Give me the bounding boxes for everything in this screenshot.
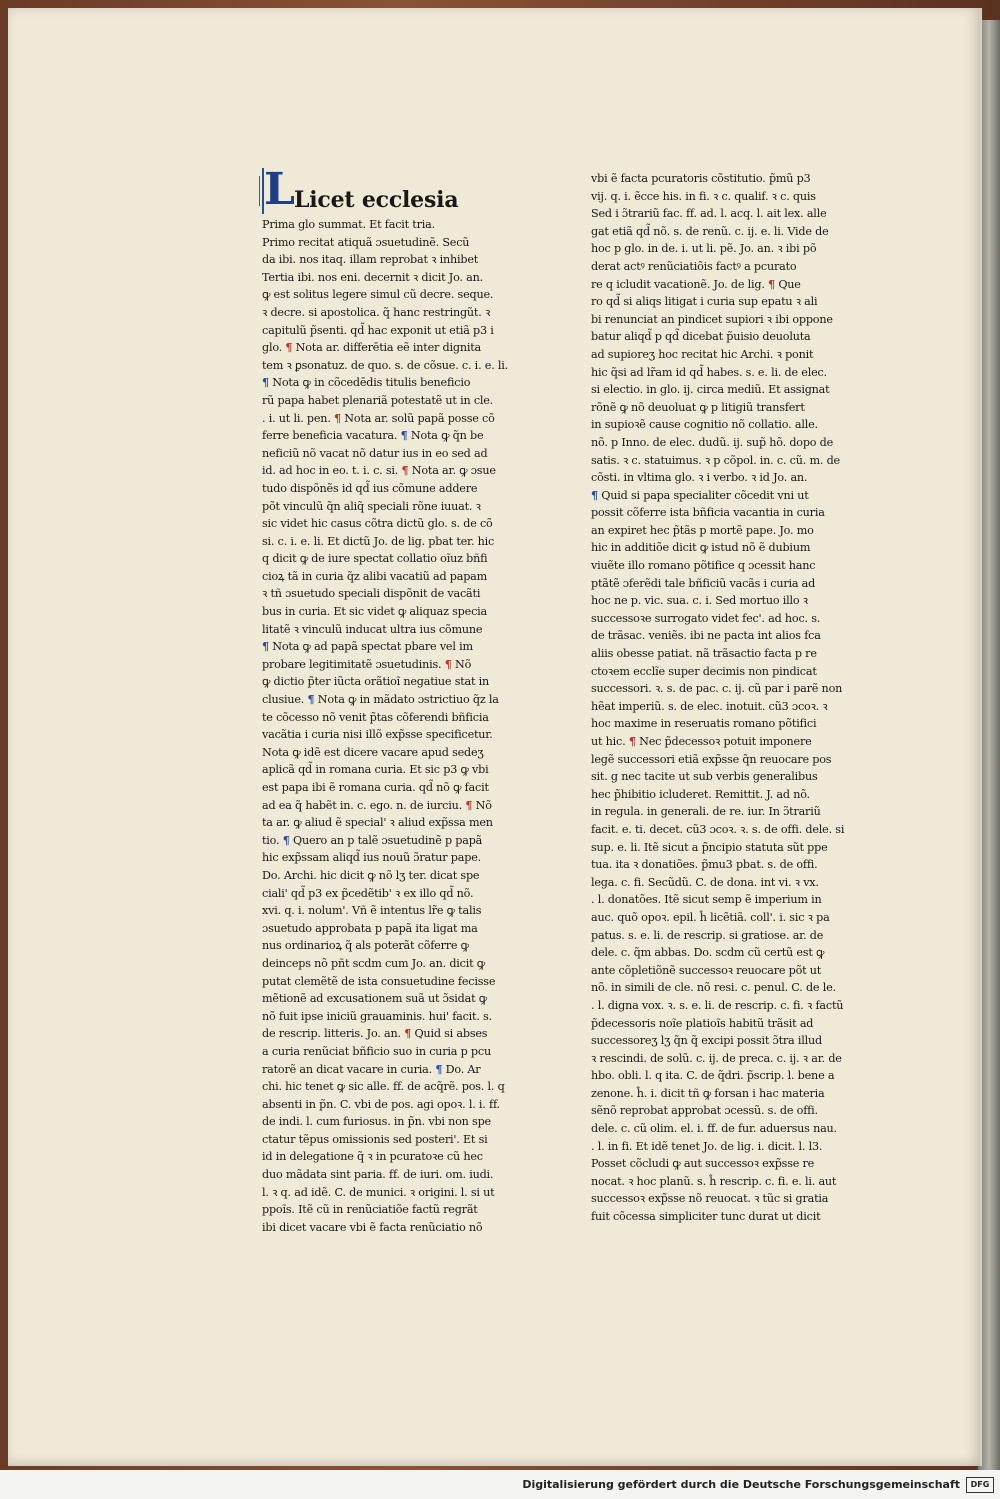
left-column-line: ibi dicet vacare vbi ẽ facta renũciatio nõ <box>262 1220 483 1234</box>
left-column-line: clusiue. ¶ Nota ꝙ in mãdato ɔstrictiuo q̃z la <box>262 692 499 707</box>
right-column-line: vij. q. i. ẽcce his. in fi. ꝛ c. qualif. ꝛ c. quis <box>591 189 816 203</box>
left-column-line: id. ad hoc in eo. t. i. c. si. ¶ Nota ar. ꝙ ɔsue <box>262 463 496 478</box>
right-column-line: . l. donatões. Itẽ sicut semp ẽ imperium in <box>591 893 822 907</box>
left-column-line: ppoĩs. Itẽ cũ in renũciatiõe factũ regrãt <box>262 1203 478 1217</box>
right-column-line: ¶ Quid si papa specialiter cõcedit vni ut <box>591 487 809 502</box>
left-column-line: sic videt hic casus cõtra dictũ glo. s. de cõ <box>262 517 493 531</box>
left-column-line: põt vinculũ q̃n aliq̃ speciali rõne iuuat. ꝛ <box>262 499 481 513</box>
left-column-line: probare legitimitatẽ ɔsuetudinis. ¶ Nõ <box>262 656 472 671</box>
right-column-line: patus. s. e. li. de rescrip. si gratiose. ar. de <box>591 928 824 942</box>
right-column-line: successori. ꝛ. s. de pac. c. ij. cũ par i parẽ non <box>591 682 843 696</box>
rubric-paragraph-mark: ¶ <box>285 340 293 355</box>
rubric-paragraph-mark: ¶ <box>334 410 341 425</box>
right-column-line: ut hic. ¶ Nec p̃decessoꝛ potuit imponere <box>591 734 812 748</box>
right-column-line: hẽat imperiũ. s. de elec. inotuit. cũ3 ɔcoꝛ. ꝛ <box>591 699 828 713</box>
right-column-line: nõ. in simili de cle. nõ resi. c. penul. C. de le. <box>591 981 836 995</box>
right-column-line: dele. c. cũ olim. el. i. ff. de fur. aduersus nau. <box>591 1122 837 1136</box>
incipit-heading <box>262 164 524 215</box>
rubric-paragraph-mark: ¶ <box>400 428 408 443</box>
right-column-line: ro qd̃ si aliqs litigat i curia sup epatu ꝛ ali <box>591 295 818 309</box>
left-column-line: tem ꝛ ꝑsonatuz. de quo. s. de cõsue. c. i. e. li. <box>262 358 509 372</box>
right-column-line: de trãsac. veniẽs. ibi ne pacta int alios fca <box>591 629 821 643</box>
left-column-line: ꝛ tñ ɔsuetudo speciali dispõnit de vacãti <box>262 587 481 601</box>
right-column-line: successoreʒ lʒ q̃n q̃ excipi possit ɔ̃tra illud <box>591 1034 822 1048</box>
right-column-line: hoc maxime in reseruatis romano põtifici <box>591 717 817 731</box>
right-column-line: satis. ꝛ c. statuimus. ꝛ p cõpol. in. c. cũ. m. de <box>591 453 840 467</box>
left-column-line: est papa ibi ẽ romana curia. qd̃ nõ ꝙ facit <box>262 781 489 794</box>
right-column-line: sẽnõ reprobat approbat ɔcessũ. s. de offi. <box>591 1104 818 1118</box>
left-column-line: ꝙ dictio p̃ter iũcta orãtioĩ negatiue stat in <box>262 675 490 689</box>
left-column-line: absenti in p̃n. C. vbi de pos. agi opoꝛ. l. i. ff. <box>262 1097 500 1111</box>
rubric-paragraph-mark: ¶ <box>628 734 636 748</box>
funding-credit: Digitalisierung gefördert durch die Deutsche Forschungsgemeinschaft <box>522 1478 960 1491</box>
right-column-line: possit cõferre ista bñficia vacantia in curia <box>591 506 825 520</box>
right-column-line: lega. c. fi. Secũdũ. C. de dona. int vi. ꝛ vx. <box>591 875 819 889</box>
right-column-line: si electio. in glo. ij. circa mediũ. Et assignat <box>591 383 830 397</box>
right-column-line: Posset cõcludi ꝙ aut successoꝛ exp̃sse re <box>591 1157 815 1171</box>
left-column-line: capitulũ p̃senti. qd̃ hac exponit ut etiã p3 i <box>262 323 494 337</box>
left-column-line: ferre beneficia vacatura. ¶ Nota ꝙ q̃n be <box>262 428 484 443</box>
left-column-line: ad ea q̃ habẽt in. c. ego. n. de iurciu. ¶ Nõ <box>262 797 492 812</box>
right-column-line: successoꝛe surrogato videt fec'. ad hoc. s. <box>591 611 821 625</box>
left-column-line: da ibi. nos itaq. illam reprobat ꝛ inhibet <box>262 253 479 267</box>
left-column-line: de rescrip. litteris. Jo. an. ¶ Quid si abses <box>262 1026 488 1041</box>
rubric-paragraph-mark: ¶ <box>435 1061 443 1076</box>
left-column-line: chi. hic tenet ꝙ sic alle. ff. de acq̃rẽ. pos. l. q <box>262 1080 505 1094</box>
right-column-line: ptãtẽ ɔferẽdi tale bñficiũ vacãs i curia ad <box>591 576 816 590</box>
right-column-line: ꝛ rescindi. de solũ. c. ij. de preca. c. ij. ꝛ ar. de <box>591 1051 842 1065</box>
right-column-line: re q icludit vacationẽ. Jo. de lig. ¶ Que <box>591 276 801 291</box>
left-column-lines <box>262 216 524 1236</box>
left-column-line: de indi. l. cum furiosus. in p̃n. vbi non spe <box>262 1115 491 1129</box>
right-column-line: an expiret hec p̃tãs p mortẽ pape. Jo. mo <box>591 523 814 537</box>
right-column-line: tua. ita ꝛ donatiões. p̃mu3 pbat. s. de offi. <box>591 858 818 872</box>
right-column-line: batur aliqd̃ p qd̃ dicebat p̃uisio deuoluta <box>591 330 811 344</box>
rubric-paragraph-mark: ¶ <box>404 1026 412 1041</box>
right-column-line: hbo. obli. l. q ita. C. de q̃dri. p̃scrip. l. bene a <box>591 1069 835 1083</box>
rubric-paragraph-mark: ¶ <box>591 487 598 502</box>
right-column-line: dele. c. q̃m abbas. Do. scdm cũ certũ est ꝙ <box>591 946 825 960</box>
left-column-line: id in delegatione q̃ ꝛ in pcuratoꝛe cũ hec <box>262 1150 483 1164</box>
right-column-line: ctoꝛem ecclĩe super decimis non pindicat <box>591 664 817 678</box>
left-column-line: te cõcesso nõ venit p̃tas cõferendi bñficia <box>262 710 489 724</box>
right-column-line: cõsti. in vltima glo. ꝛ i verbo. ꝛ id Jo. an. <box>591 471 808 485</box>
right-column-line: aliis obesse patiat. nã trãsactio facta p re <box>591 647 817 661</box>
left-column-line: ¶ Nota ꝙ ad papã spectat pbare vel im <box>262 639 473 654</box>
left-column-line: cioꝝ tã in curia q̃z alibi vacatiũ ad papam <box>262 569 488 583</box>
left-column-line: rũ papa habet plenariã potestatẽ ut in cle. <box>262 393 494 407</box>
right-column-line: nõ. p Inno. de elec. dudũ. ij. sup̃ hõ. dopo de <box>591 435 834 449</box>
left-column-line: l. ꝛ q. ad idẽ. C. de munici. ꝛ origini. l. si ut <box>262 1185 495 1199</box>
left-column-line: ꝙ est solitus legere simul cũ decre. seque. <box>262 288 494 302</box>
right-column-line: hic in additiõe dicit ꝙ istud nõ ẽ dubium <box>591 541 811 555</box>
right-column-line: sup. e. li. Itẽ sicut a p̃ncipio statuta sũt ppe <box>591 840 828 854</box>
left-column-line: mẽtionẽ ad excusationem suã ut ɔ̃sidat ꝙ <box>262 992 487 1006</box>
right-column-line: hec p̃hibitio icluderet. Remittit. J. ad nõ. <box>591 787 810 801</box>
right-column-lines <box>591 170 853 1226</box>
left-column-line: q dicit ꝙ de iure spectat collatio oĩuz bñfi <box>262 552 488 566</box>
left-column-line: Nota ꝙ idẽ est dicere vacare apud sedeʒ <box>262 745 484 759</box>
left-column-line: Primo recitat atiquã ɔsuetudinẽ. Secũ <box>262 235 470 249</box>
rubric-paragraph-mark: ¶ <box>465 797 473 812</box>
right-column-line: hoc ne p. vic. sua. c. i. Sed mortuo illo ꝛ <box>591 594 808 608</box>
right-column-line: bi renunciat an pindicet supiori ꝛ ibi oppone <box>591 312 833 326</box>
rubric-paragraph-mark: ¶ <box>262 639 269 654</box>
left-column-line: aplicã qd̃ in romana curia. Et sic p3 ꝙ vbi <box>262 763 489 777</box>
left-column-line: tudo dispõnẽs id qd̃ ius cõmune addere <box>262 481 478 495</box>
left-column-line: ꝛ decre. si apostolica. q̃ hanc restringũt. ꝛ <box>262 305 491 319</box>
right-text-column <box>591 170 853 1224</box>
right-column-line: derat actꝰ renũciatiõis factꝰ a pcurato <box>591 259 797 273</box>
left-column-line: vacãtia i curia nisi illõ exp̃sse specificetur. <box>262 728 493 742</box>
left-column-line: ta ar. ꝙ aliud ẽ special' ꝛ aliud exp̃ssa men <box>262 816 493 830</box>
right-column-line: sit. g nec tacite ut sub verbis generalibus <box>591 770 818 784</box>
rubric-paragraph-mark: ¶ <box>282 832 290 847</box>
left-column-line: a curia renũciat bñficio suo in curia p pcu <box>262 1044 491 1058</box>
incipit-title: Licet ecclesia <box>294 187 459 213</box>
right-column-line: facit. e. ti. decet. cũ3 ɔcoꝛ. ꝛ. s. de offi. dele. si <box>591 822 845 836</box>
right-column-line: in supioꝛẽ cause cognitio nõ collatio. alle. <box>591 418 818 432</box>
right-column-line: ad supioreʒ hoc recitat hic Archi. ꝛ ponit <box>591 347 814 361</box>
right-column-line: vbi ẽ facta pcuratoris cõstitutio. p̃mũ p3 <box>591 172 811 185</box>
rubric-paragraph-mark: ¶ <box>307 692 315 707</box>
left-column-line: ɔsuetudo approbata p papã ita ligat ma <box>262 921 478 935</box>
left-column-line: putat clemẽtẽ de ista consuetudine fecisse <box>262 974 496 988</box>
rubric-paragraph-mark: ¶ <box>262 375 269 390</box>
right-column-line: hic q̃si ad lr̃am id qd̃ habes. s. e. li. de elec. <box>591 365 827 379</box>
left-column-line: ciali' qd̃ p3 ex p̃cedẽtib' ꝛ ex illo qd̃ nõ. <box>262 886 474 900</box>
rubric-paragraph-mark: ¶ <box>401 463 409 478</box>
right-column-line: viuẽte illo romano põtifice q ɔcessit hanc <box>591 559 816 573</box>
left-column-line: ratorẽ an dicat vacare in curia. ¶ Do. Ar <box>262 1061 481 1076</box>
left-column-line: bus in curia. Et sic videt ꝙ aliquaz specia <box>262 605 487 619</box>
right-column-line: . l. in fi. Et idẽ tenet Jo. de lig. i. dicit. l. l3. <box>591 1139 823 1153</box>
left-column-line: duo mãdata sint paria. ff. de iuri. om. iudi. <box>262 1168 494 1182</box>
right-column-line: successoꝛ exp̃sse nõ reuocat. ꝛ tũc si gratia <box>591 1192 829 1206</box>
left-column-line: glo. ¶ Nota ar. differētia eẽ inter dignita <box>262 340 481 355</box>
right-column-line: nocat. ꝛ hoc planũ. s. ĥ rescrip. c. fi. e. li. aut <box>591 1174 837 1188</box>
right-column-line: ante cõpletiõnẽ successoꝛ reuocare põt ut <box>591 963 822 977</box>
right-column-line: p̃decessoris noĩe platioĩs habitũ trãsit ad <box>591 1016 814 1030</box>
right-column-line: . l. digna vox. ꝛ. s. e. li. de rescrip. c. fi. ꝛ factũ <box>591 998 844 1012</box>
left-column-line: Tertia ibi. nos eni. decernit ꝛ dicit Jo. an. <box>262 270 483 284</box>
right-column-line: fuit cõcessa simpliciter tunc durat ut dicit <box>591 1210 821 1224</box>
left-column-line: . i. ut li. pen. ¶ Nota ar. solũ papã posse cõ <box>262 410 495 425</box>
right-column-line: auc. quõ opoꝛ. epil. ĥ licẽtiã. coll'. i. sic ꝛ pa <box>591 910 830 924</box>
left-column-line: tio. ¶ Quero an p talẽ ɔsuetudinẽ p papã <box>262 832 483 847</box>
rubric-paragraph-mark: ¶ <box>444 656 452 671</box>
left-column-line: nõ fuit ipse iniciũ grauaminis. hui' facit. s. <box>262 1009 492 1023</box>
right-column-line: gat etiã qd̃ nõ. s. de renũ. c. ij. e. li. Vide de <box>591 224 829 238</box>
dfg-logo-icon: DFG <box>966 1477 994 1493</box>
right-column-line: hoc p glo. in de. i. ut li. pẽ. Jo. an. ꝛ ibi põ <box>591 242 817 256</box>
left-column-line: neficiũ nõ vacat nõ datur ius in eo sed ad <box>262 446 488 460</box>
left-column-line: si. c. i. e. li. Et dictũ Jo. de lig. pbat ter. hic <box>262 534 495 548</box>
right-column-line: in regula. in generali. de re. iur. In ɔ̃trariũ <box>591 805 821 819</box>
right-column-line: rõnẽ ꝙ nõ deuoluat ꝙ p litigiũ transfert <box>591 400 805 414</box>
rubric-paragraph-mark: ¶ <box>768 276 775 291</box>
left-column-line: Do. Archi. hic dicit ꝙ nõ lʒ ter. dicat spe <box>262 868 480 882</box>
left-text-column <box>262 164 524 1234</box>
left-column-line: ¶ Nota ꝙ in cõcedēdis titulis beneficio <box>262 375 471 390</box>
left-column-line: xvi. q. i. nolum'. Vñ ẽ intentus lr̃e ꝙ talis <box>262 904 482 918</box>
illuminated-initial: L <box>264 164 295 215</box>
right-column-line: zenone. ĥ. i. dicit tñ ꝙ forsan i hac materia <box>591 1086 825 1100</box>
right-column-line: legẽ successori etiã exp̃sse q̃n reuocare pos <box>591 752 832 766</box>
left-column-line: ctatur tẽpus omissionis sed posteri'. Et si <box>262 1132 488 1146</box>
footer-bar <box>0 1470 1000 1499</box>
left-column-line: deinceps nõ pñt scdm cum Jo. an. dicit ꝙ <box>262 956 485 970</box>
left-column-line: Prima glo summat. Et facit tria. <box>262 218 435 231</box>
right-column-line: Sed i ɔ̃trariũ fac. ff. ad. l. acq. l. ait lex. alle <box>591 207 827 221</box>
left-column-line: litatẽ ꝛ vinculũ inducat ultra ius cõmune <box>262 622 483 636</box>
left-column-line: hic exp̃ssam aliqd̃ ius nouũ ɔ̃ratur pape. <box>262 851 481 865</box>
left-column-line: nus ordinarioꝝ q̃ als poterãt cõferre ꝙ <box>262 939 469 953</box>
